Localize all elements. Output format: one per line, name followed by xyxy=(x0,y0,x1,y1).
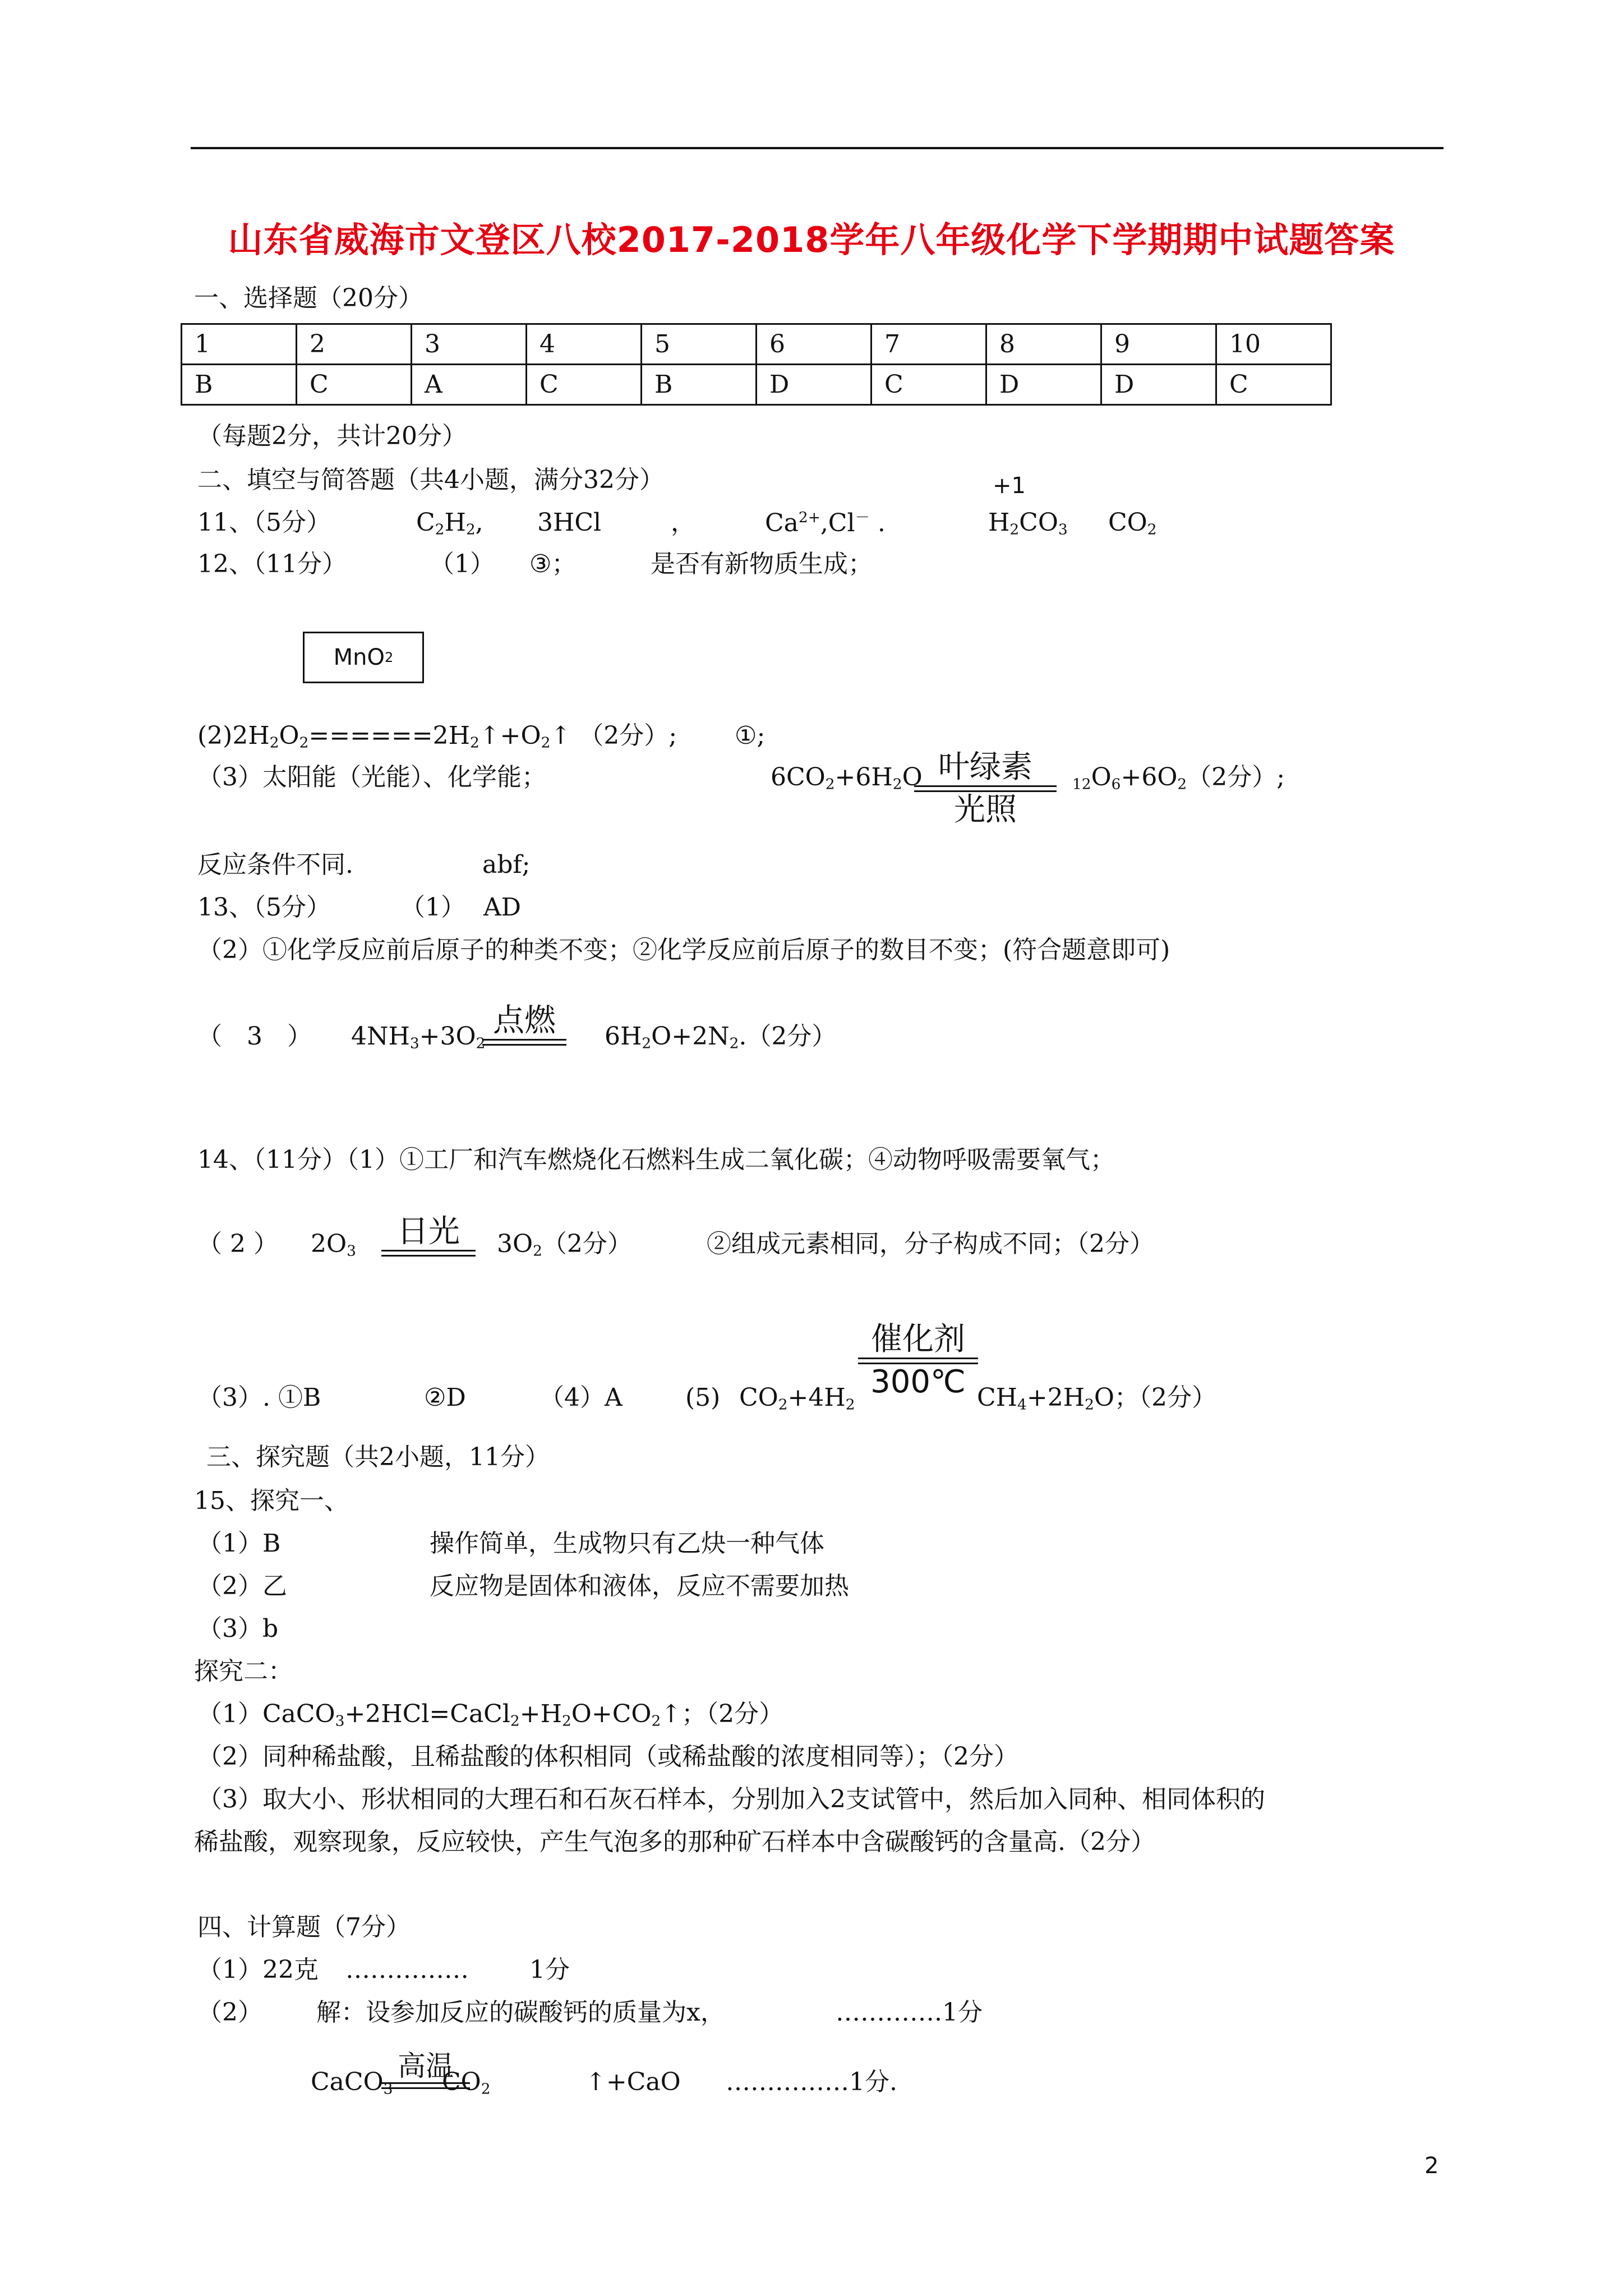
q14-part2-answer: ②组成元素相同，分子构成不同；（2分） xyxy=(707,1230,1154,1258)
explore1-q1-text: 操作简单，生成物只有乙炔一种气体 xyxy=(430,1529,824,1558)
table-cell: B xyxy=(182,365,297,405)
light-label: 光照 xyxy=(954,792,1017,828)
q14-part5: (5) xyxy=(685,1383,721,1412)
q11-answer-b: 3HCl xyxy=(537,508,602,537)
table-cell: 3 xyxy=(412,324,527,365)
q14-equation-left: $2O_3$ xyxy=(311,1230,356,1260)
section3-heading: 三、探究题（共2小题，11分） xyxy=(206,1443,550,1471)
table-cell: 9 xyxy=(1101,324,1216,365)
explore1-q3: （3）b xyxy=(197,1614,279,1643)
q14-part3-a: （3）. ①B xyxy=(197,1383,321,1412)
table-cell: C xyxy=(297,365,412,405)
q12-part3: （3）太阳能（光能）、化学能； xyxy=(197,763,546,792)
table-cell: A xyxy=(412,365,527,405)
q12-part2: $(2)2H_2O_2======2H_2↑+O_2↑$ （2分）; xyxy=(197,721,677,752)
q11-co2: $CO_2$ xyxy=(1108,508,1157,539)
table-cell: 2 xyxy=(297,324,412,365)
q11-ions: $Ca^{2+},Cl^-$ . xyxy=(765,508,886,537)
equation-bar xyxy=(482,1039,566,1046)
equation-bar xyxy=(381,1250,476,1257)
header-rule xyxy=(191,147,1444,149)
calc-q2-dots: ………….1分 xyxy=(836,1998,983,2027)
explore2-q2: （2）同种稀盐酸，且稀盐酸的体积相同（或稀盐酸的浓度相同等）；（2分） xyxy=(197,1742,1018,1771)
q14-part2: （ 2 ） xyxy=(197,1230,278,1258)
table-cell: D xyxy=(1101,365,1216,405)
page-title: 山东省威海市文登区八校2017-2018学年八年级化学下学期期中试题答案 xyxy=(228,219,1395,260)
table-cell: 6 xyxy=(757,324,872,365)
q12-label: 12、（11分） xyxy=(197,550,347,578)
photo-equation-left: $6CO_2+6H_2O$ xyxy=(771,763,923,793)
explore1-title: 15、探究一、 xyxy=(194,1487,349,1515)
q13-part2: （2）①化学反应前后原子的种类不变；②化学反应前后原子的数目不变；(符合题意即可) xyxy=(197,936,1170,964)
calc-q1: （1）22克 xyxy=(197,1955,319,1984)
q14-part5-left: $CO_2+4H_2$ xyxy=(739,1383,855,1414)
section4-heading: 四、计算题（7分） xyxy=(197,1913,411,1941)
sunlight-condition xyxy=(381,1213,476,1259)
explore1-q2: （2）乙 xyxy=(197,1572,287,1600)
calc-equation-dots: ……………1分. xyxy=(726,2068,897,2096)
burn-label: 点燃 xyxy=(493,1002,556,1039)
table-cell: D xyxy=(757,365,872,405)
calc-equation-tail: ↑+CaO xyxy=(585,2068,681,2096)
table-cell: 4 xyxy=(527,324,642,365)
q14-part3-b: ②D xyxy=(424,1383,466,1412)
table-cell: C xyxy=(527,365,642,405)
table-cell: D xyxy=(986,365,1101,405)
q13-equation-right: $6H_2O+2N_2.(2$分） xyxy=(605,1022,837,1052)
table-row xyxy=(182,324,1331,365)
explore2-q3-line2: 稀盐酸，观察现象，反应较快，产生气泡多的那种矿石样本中含碳酸钙的含量高.（2分） xyxy=(194,1828,1155,1856)
q14-equation-right: $3O_2(2$分） xyxy=(497,1230,632,1260)
calc-q2: （2） xyxy=(197,1998,262,2027)
q13-part1: （1） xyxy=(400,893,465,922)
explore1-q1: （1）B xyxy=(197,1529,281,1558)
photo-equation-right: $_{12}O_6+6O_2(2$分）; xyxy=(1072,763,1285,793)
q12-part1-answer: ③； xyxy=(529,550,577,578)
calc-q1-score: 1分 xyxy=(529,1955,570,1984)
answer-table xyxy=(181,323,1332,406)
q14-part1: 14、（11分）（1）①工厂和汽车燃烧化石燃料生成二氧化碳；④动物呼吸需要氧气； xyxy=(197,1145,1115,1174)
q11-label: 11、（5分） xyxy=(197,508,331,537)
q12-part1-text: 是否有新物质生成； xyxy=(651,550,873,578)
q12-abf: abf; xyxy=(482,850,531,879)
mno2-box: MnO 2 xyxy=(303,632,424,683)
table-cell: 8 xyxy=(986,324,1101,365)
q14-part4: （4）A xyxy=(540,1383,623,1412)
table-row xyxy=(182,365,1331,405)
calc-equation-right: $CO_2$ xyxy=(442,2068,491,2098)
catalyst-condition xyxy=(858,1321,978,1400)
page-number: 2 xyxy=(1424,2153,1439,2179)
catalyst-label: 催化剂 xyxy=(871,1321,965,1358)
q12-part1: （1） xyxy=(430,550,495,578)
burn-condition xyxy=(482,1002,566,1048)
q11-comma: ， xyxy=(671,508,695,537)
q13-label: 13、（5分） xyxy=(197,893,331,922)
explore1-q2-text: 反应物是固体和液体，反应不需要加热 xyxy=(430,1572,849,1600)
q13-part3: （ 3 ） xyxy=(197,1022,312,1051)
q12-condition-diff: 反应条件不同. xyxy=(197,850,353,879)
temperature-label: 300℃ xyxy=(870,1364,966,1400)
q14-part5-right: $CH_4+2H_2O$；（2分） xyxy=(977,1383,1216,1414)
high-temp-label: 高温 xyxy=(398,2050,454,2082)
calc-q1-dots: …………… xyxy=(345,1955,469,1984)
table-cell: 10 xyxy=(1216,324,1331,365)
calc-q2-text: 解：设参加反应的碳酸钙的质量为x， xyxy=(316,1998,725,2027)
table-cell: 1 xyxy=(182,324,297,365)
calc-equation-left: CaCO$_3$ xyxy=(311,2068,393,2098)
q11-h2co3: $H_2CO_3$ xyxy=(988,508,1068,539)
q12-part2-answer: ①; xyxy=(735,721,766,750)
table-cell: B xyxy=(642,365,757,405)
section1-heading: 一、选择题（20分） xyxy=(194,284,423,312)
table-cell: C xyxy=(1216,365,1331,405)
explore2-q1: $(1)CaCO_3+2HCl=CaCl_2+H_2O+CO_2↑$；（2分） xyxy=(197,1700,784,1730)
q13-equation-left: $4NH_3+3O_2$ xyxy=(351,1022,486,1052)
valence-label: +1 xyxy=(993,473,1026,499)
table-cell: 7 xyxy=(872,324,986,365)
q13-part1-answer: AD xyxy=(483,893,522,922)
table-cell: 5 xyxy=(642,324,757,365)
table-cell: C xyxy=(872,365,986,405)
photo-condition xyxy=(914,749,1057,828)
explore2-title: 探究二： xyxy=(194,1657,293,1686)
chlorophyll-label: 叶绿素 xyxy=(938,749,1032,785)
section2-heading: 二、填空与简答题（共4小题，满分32分） xyxy=(197,466,664,494)
section1-note: （每题2分，共计20分） xyxy=(197,422,467,450)
q11-answer-a: $C_2H_2$, xyxy=(416,508,483,539)
explore2-q3-line1: （3）取大小、形状相同的大理石和石灰石样本，分别加入2支试管中，然后加入同种、相同体积的 xyxy=(197,1785,1265,1814)
sunlight-label: 日光 xyxy=(397,1213,460,1250)
